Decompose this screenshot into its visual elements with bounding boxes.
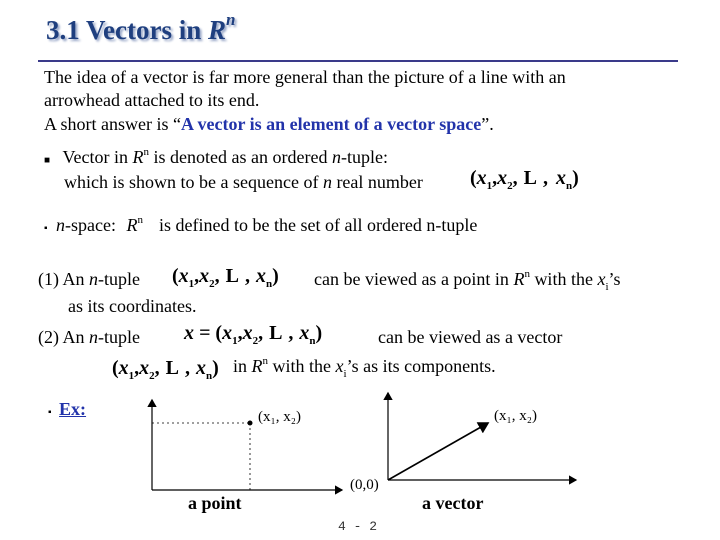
caption-vector: a vector [422, 493, 484, 513]
tuple3-xn: x [299, 322, 310, 344]
tuple4-x1: x [118, 357, 129, 379]
item-1-end-post: ’s [608, 269, 621, 289]
tuple-x2: x [497, 167, 508, 189]
item-2-post: -tuple [98, 327, 140, 347]
bullet-1-line-2-post: real number [331, 172, 423, 192]
tuple2-x2: x [199, 265, 210, 287]
vector-coord-label: (x₁, x₂) [494, 408, 537, 424]
tuple3-comma-2: , [258, 322, 264, 344]
item-2-i: i [343, 368, 347, 380]
bullet-2-R: R [126, 215, 138, 235]
tuple2-x1: x [178, 265, 189, 287]
tuple2-open: ( [172, 265, 179, 287]
tuple-s2: 2 [507, 180, 513, 192]
title-sup: n [226, 10, 236, 29]
bullet-1-line-2-n: n [322, 172, 332, 192]
item-1-i: i [605, 281, 609, 293]
bullet-1-post2: -tuple: [340, 147, 388, 167]
tuple3-s1: 1 [232, 335, 238, 347]
tuple2-close: ) [272, 265, 279, 287]
tuple2-s2: 2 [209, 278, 215, 290]
intro-definition: A vector is an element of a vector space [180, 114, 482, 134]
item-2-R: R [251, 356, 263, 376]
point-dot [248, 421, 253, 426]
intro-line-1: The idea of a vector is far more general than the picture of a line with an [44, 67, 566, 87]
tuple-close: ) [572, 167, 579, 189]
bullet-2-post: is defined to be the set of all ordered n-tuple [159, 215, 478, 235]
tuple3-open: ( [215, 322, 223, 344]
item-2-x: x [335, 356, 344, 376]
bullet-1-pre: Vector in [62, 147, 133, 167]
tuple-comma-2: , [512, 167, 518, 189]
item-2-mid: can be viewed as a vector [378, 327, 563, 347]
tuple4-close: ) [212, 357, 219, 379]
tuple2-xn: x [256, 265, 267, 287]
tuple3-sn: n [309, 335, 316, 347]
tuple2-comma-3: , [245, 265, 251, 287]
tuple3-x1: x [222, 322, 233, 344]
item-1-line-2: as its coordinates. [68, 296, 197, 316]
bullet-2-label: -space: [65, 215, 121, 235]
vector-arrow [388, 423, 488, 480]
caption-point: a point [188, 493, 242, 513]
tuple-x1: x [476, 167, 487, 189]
item-1-x: x [597, 269, 606, 289]
tuple4-x2: x [139, 357, 150, 379]
vector-x-eq: x = [184, 322, 211, 344]
intro-line-2: arrowhead attached to its end. [44, 90, 260, 110]
tuple3-x2: x [242, 322, 253, 344]
tuple2-comma-1: , [194, 265, 200, 287]
tuple4-s2: 2 [149, 370, 155, 382]
intro-line-3-post: ”. [481, 114, 494, 134]
item-1-mid-text: can be viewed as a point in [314, 269, 514, 289]
tuple-sn: n [566, 180, 573, 192]
bullet-1-post: is denoted as an ordered [149, 147, 332, 167]
tuple4-s1: 1 [128, 370, 135, 382]
item-1-pre: (1) An [38, 269, 89, 289]
intro-line-3-pre: A short answer is “ [44, 114, 181, 134]
example-text: Ex: [59, 399, 87, 419]
title-text: 3.1 Vectors in [46, 15, 208, 45]
item-1-R: R [513, 269, 525, 289]
item-2-pre: (2) An [38, 327, 89, 347]
bullet-1-R: R [132, 147, 144, 167]
page-number: 4 - 2 [338, 519, 378, 534]
tuple2-L: L [225, 265, 240, 287]
item-1-end-pre: with the [529, 269, 598, 289]
tuple4-comma-3: , [185, 357, 191, 379]
tuple4-comma-2: , [154, 357, 160, 379]
origin-label: (0,0) [350, 477, 379, 493]
tuple-xn: x [556, 167, 567, 189]
tuple-s1: 1 [486, 180, 493, 192]
tuple3-comma-3: , [288, 322, 294, 344]
item-2-line-2-mid: with the [268, 356, 336, 376]
tuple3-L: L [269, 322, 283, 344]
bullet-1-line-2-pre: which is shown to be a sequence of [64, 172, 323, 192]
item-2-sup: n [262, 355, 269, 367]
title-R: R [208, 15, 227, 45]
item-2-line-2-pre: in [233, 356, 252, 376]
tuple-open: ( [470, 167, 477, 189]
tuple4-comma-1: , [134, 357, 140, 379]
tuple-comma-1: , [492, 167, 498, 189]
bullet-1-n: n [331, 147, 341, 167]
tuple2-comma-2: , [214, 265, 220, 287]
tuple3-s2: 2 [252, 335, 259, 347]
tuple4-open: ( [112, 357, 119, 379]
item-1-sup: n [524, 268, 530, 280]
tuple3-close: ) [315, 322, 323, 344]
example-bullet-icon: ▪ [48, 407, 52, 418]
tuple-L: L [523, 167, 538, 189]
item-1-n: n [89, 269, 98, 289]
tuple-comma-3: , [543, 167, 549, 189]
bullet-small-square-icon: ▪ [44, 223, 48, 234]
tuple3-comma-1: , [237, 322, 243, 344]
point-coord-label: (x₁, x₂) [258, 409, 301, 425]
tuple4-L: L [165, 357, 180, 379]
bullet-2-n: n [56, 215, 66, 235]
bullet-square-icon: ■ [44, 155, 51, 166]
item-2-line-2-post: ’s as its components. [346, 356, 496, 376]
tuple2-sn: n [266, 278, 273, 290]
tuple4-xn: x [196, 357, 207, 379]
tuple4-sn: n [206, 370, 213, 382]
bullet-1-sup: n [143, 146, 150, 158]
bullet-2-sup: n [137, 214, 144, 226]
item-2-n: n [89, 327, 98, 347]
tuple2-s1: 1 [188, 278, 195, 290]
item-1-post: -tuple [98, 269, 140, 289]
